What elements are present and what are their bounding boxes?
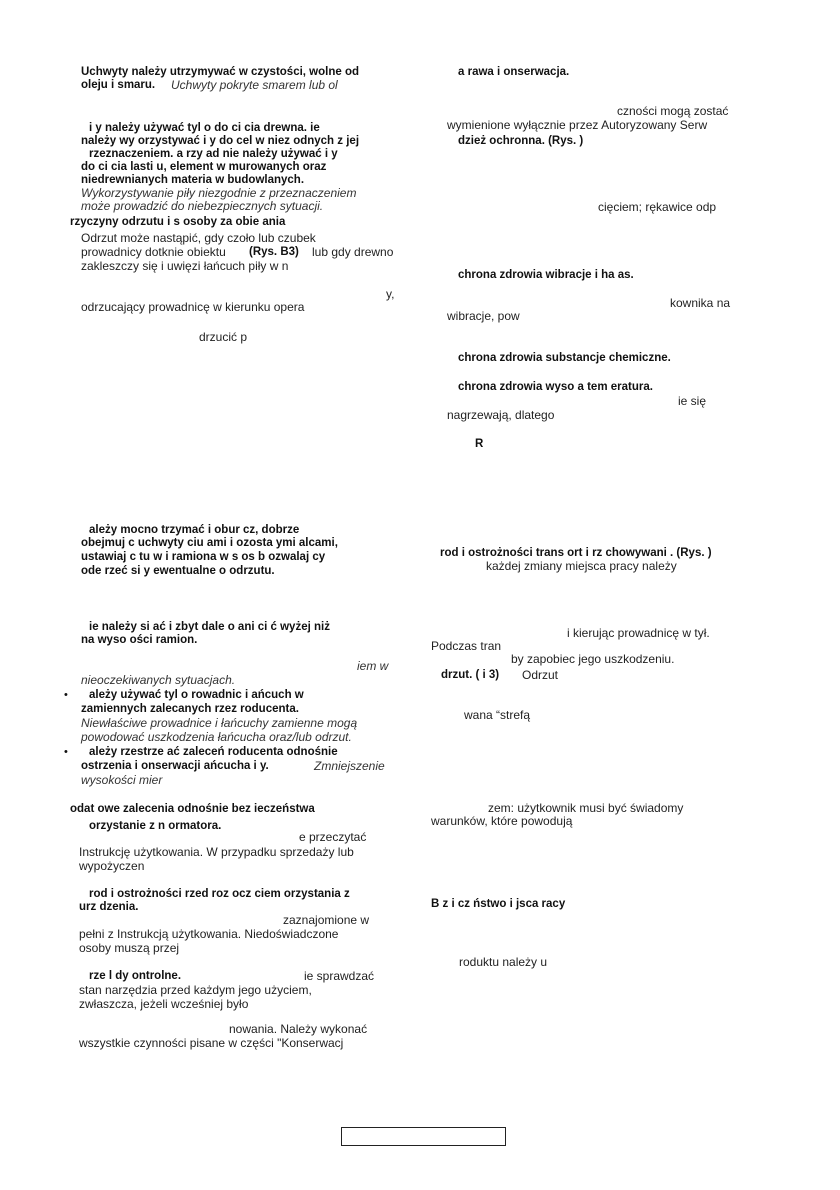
text-line: Odrzut xyxy=(522,668,559,682)
text-line: ie się xyxy=(678,394,707,408)
text-line: y, xyxy=(386,287,395,301)
text-line: lub gdy drewno xyxy=(312,245,394,259)
subsection-heading: chrona zdrowia wibracje i ha as. xyxy=(458,269,634,281)
text-line: roduktu należy u xyxy=(459,955,548,969)
text-line: na wyso ości ramion. xyxy=(81,634,198,646)
text-line: pełni z Instrukcją użytkowania. Niedoświadczone xyxy=(79,927,339,941)
text-line: warunków, które powodują xyxy=(431,814,573,828)
text-line: Uchwyty należy utrzymywać w czystości, wolne od xyxy=(81,66,360,78)
text-line: drzucić p xyxy=(199,330,248,344)
section-heading: i y należy używać tyl o do ci cia drewna. ie xyxy=(89,122,320,134)
text-line: odrzucający prowadnicę w kierunku opera xyxy=(81,300,305,314)
list-bullet: • xyxy=(64,746,68,758)
section-heading: odat owe zalecenia odnośnie bez ieczeństwa xyxy=(70,803,315,815)
text-line: ie należy si ać i zbyt dale o ani ci ć wyżej niż xyxy=(89,621,330,633)
list-item: ależy używać tyl o rowadnic i ańcuch w xyxy=(89,689,304,701)
text-line: Uchwyty pokryte smarem lub ol xyxy=(171,78,338,92)
text-line: oleju i smaru. xyxy=(81,79,156,91)
text-line: Podczas tran xyxy=(431,639,502,653)
text-line: wszystkie czynności pisane w części "Konserwacj xyxy=(79,1036,344,1050)
text-line: ie sprawdzać xyxy=(304,969,375,983)
text-line: Zmniejszenie xyxy=(314,759,385,773)
text-line: Odrzut może nastąpić, gdy czoło lub czubek xyxy=(81,231,316,245)
section-heading: B z i cz ństwo i jsca racy xyxy=(431,898,566,910)
text-line: zem: użytkownik musi być świadomy xyxy=(488,801,684,815)
text-line: osoby muszą przej xyxy=(79,941,180,955)
subsection-heading: chrona zdrowia wyso a tem eratura. xyxy=(458,381,653,393)
text-line: e przeczytać xyxy=(299,830,367,844)
subsection-heading: orzystanie z n ormatora. xyxy=(89,820,222,832)
text-line: każdej zmiany miejsca pracy należy xyxy=(486,559,677,573)
text-line: do ci cia lasti u, element w murowanych oraz xyxy=(81,161,327,173)
text-line: kownika na xyxy=(670,296,731,310)
text-line: Wykorzystywanie piły niezgodnie z przeznaczeniem xyxy=(81,186,357,200)
text-line: i kierując prowadnicę w tył. xyxy=(567,626,710,640)
section-heading: rod i ostrożności trans ort i rz chowywani . (Rys. ) xyxy=(440,547,712,559)
text-line: wypożyczen xyxy=(79,859,145,873)
section-heading: a rawa i onserwacja. xyxy=(458,66,570,78)
section-heading: rzyczyny odrzutu i s osoby za obie ania xyxy=(70,216,286,228)
text-line: iem w xyxy=(357,659,389,673)
text-line: zamiennych zalecanych rzez roducenta. xyxy=(81,703,299,715)
text-line: rzeznaczeniem. a rzy ad nie należy używać i y xyxy=(89,148,338,160)
list-bullet: • xyxy=(64,689,68,701)
text-line: Instrukcję użytkowania. W przypadku sprzedaży lub xyxy=(79,845,354,859)
text-line: nieoczekiwanych sytuacjach. xyxy=(81,673,236,687)
list-item: ależy rzestrze ać zaleceń roducenta odnośnie xyxy=(89,746,338,758)
subsection-heading: rze l dy ontrolne. xyxy=(89,970,182,982)
text-line: zakleszczy się i uwięzi łańcuch piły w n xyxy=(81,259,289,273)
text-line: Niewłaściwe prowadnice i łańcuchy zamienne mogą xyxy=(81,716,358,730)
text-line: wymienione wyłącznie przez Autoryzowany Serw xyxy=(447,118,708,132)
text-line: stan narzędzia przed każdym jego użyciem, xyxy=(79,983,312,997)
text-line: prowadnicy dotknie obiektu xyxy=(81,245,226,259)
subsection-heading: drzut. ( i 3) xyxy=(441,669,500,681)
text-line: należy wy orzystywać i y do cel w niez odnych z jej xyxy=(81,135,360,147)
text-line: wibracje, pow xyxy=(447,309,520,323)
text-line: powodować uszkodzenia łańcucha oraz/lub odrzut. xyxy=(81,730,352,744)
text-line: wana “strefą xyxy=(464,708,531,722)
text-line: może prowadzić do niebezpiecznych sytuacji. xyxy=(81,199,324,213)
text-line: wysokości mier xyxy=(81,773,163,787)
text-line: czności mogą zostać xyxy=(617,104,729,118)
text-line: obejmuj c uchwyty ciu ami i ozosta ymi alcami, xyxy=(81,537,338,549)
text-line: nagrzewają, dlatego xyxy=(447,408,555,422)
text-line: cięciem; rękawice odp xyxy=(598,200,717,214)
text-line: urz dzenia. xyxy=(79,901,139,913)
subsection-heading: rod i ostrożności rzed roz ocz ciem orzystania z xyxy=(89,888,350,900)
text-line: R xyxy=(475,438,484,450)
figure-reference: (Rys. B3) xyxy=(249,246,299,258)
subsection-heading: chrona zdrowia substancje chemiczne. xyxy=(458,352,671,364)
text-line: ode rzeć si y ewentualne o odrzutu. xyxy=(81,565,275,577)
text-line: ostrzenia i onserwacji ańcucha i y. xyxy=(81,760,269,772)
text-line: by zapobiec jego uszkodzeniu. xyxy=(511,652,675,666)
text-line: ustawiaj c tu w i ramiona w s os b ozwalaj cy xyxy=(81,551,326,563)
text-line: niedrewnianych materia w budowlanych. xyxy=(81,174,305,186)
text-line: zwłaszcza, jeżeli wcześniej było xyxy=(79,997,249,1011)
text-line: ależy mocno trzymać i obur cz, dobrze xyxy=(89,524,300,536)
page-number-box xyxy=(341,1127,506,1146)
text-line: zaznajomione w xyxy=(283,913,370,927)
text-line: nowania. Należy wykonać xyxy=(229,1022,368,1036)
subsection-heading: dzież ochronna. (Rys. ) xyxy=(458,135,584,147)
